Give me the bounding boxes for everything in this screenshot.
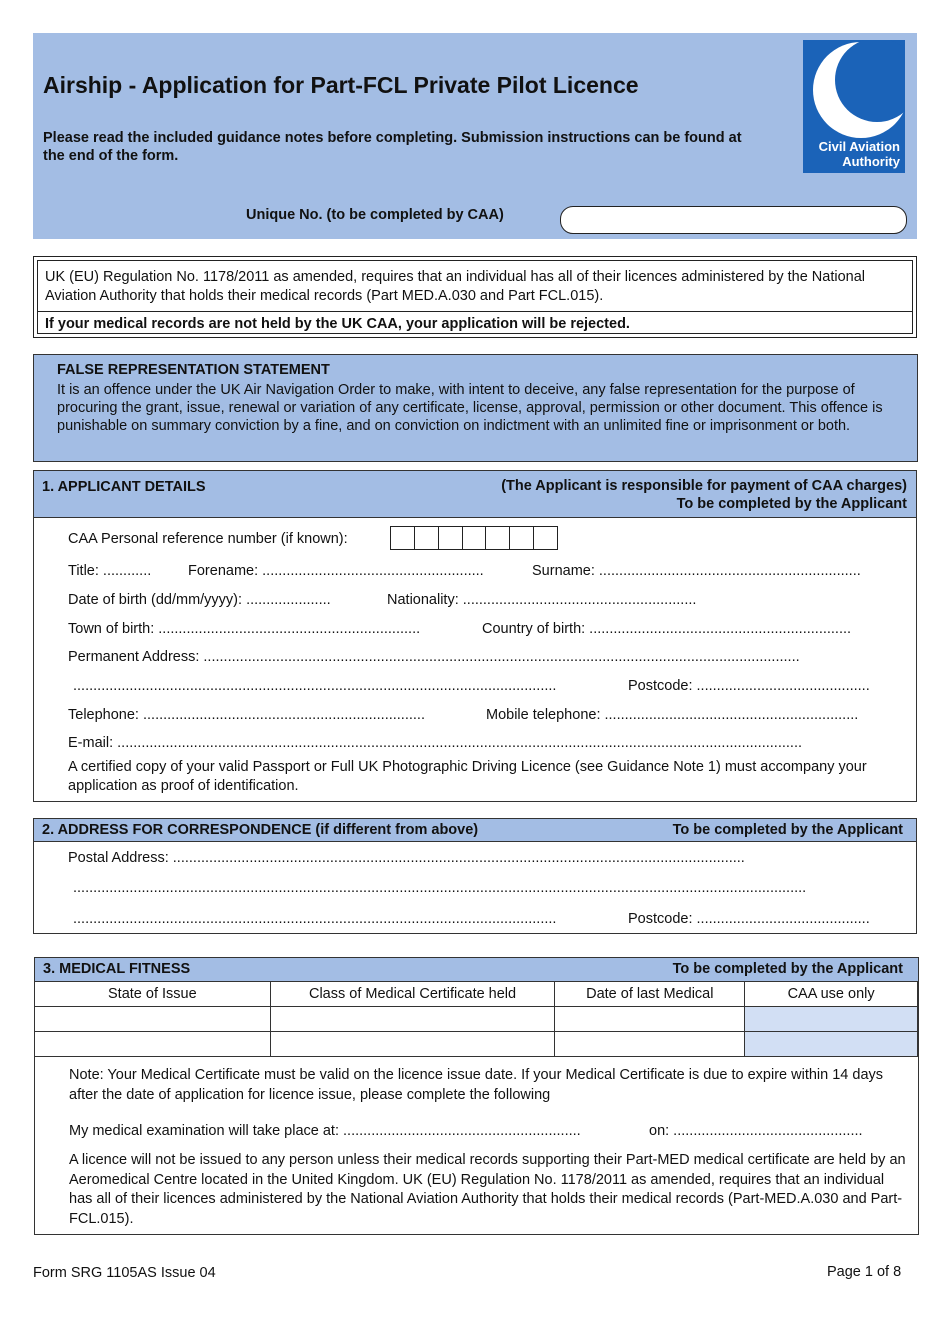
section3-header	[35, 958, 918, 982]
page-number: Page 1 of 8	[827, 1264, 902, 1280]
postal-line2-field[interactable]: ......................................................................................................................................................................................	[73, 880, 807, 896]
regulation-inner	[37, 260, 913, 334]
caa-use-cell	[745, 1007, 918, 1032]
regulation-box	[33, 256, 917, 338]
town-of-birth-field[interactable]: Town of birth: .................................................................	[68, 621, 421, 637]
last-medical-date-cell[interactable]	[555, 1007, 745, 1032]
medical-exam-location-field[interactable]: My medical examination will take place at: ...........................................................	[69, 1123, 581, 1139]
caa-ref-input[interactable]	[390, 526, 558, 550]
logo-text	[819, 139, 900, 169]
section3-heading: 3. MEDICAL FITNESS	[43, 961, 191, 977]
caa-use-cell	[745, 1032, 918, 1057]
state-of-issue-cell[interactable]	[35, 1032, 271, 1057]
medical-exam-date-field[interactable]: on: ...............................................	[649, 1123, 863, 1139]
section2-header	[34, 819, 916, 842]
email-field[interactable]: E-mail: ..........................................................................................................................................................................	[68, 735, 802, 751]
address-line-field[interactable]: ........................................................................................................................	[73, 678, 557, 694]
medical-table	[34, 981, 918, 1057]
postcode-field[interactable]: Postcode: ...........................................	[628, 678, 870, 694]
section2-completed-by: To be completed by the Applicant	[672, 822, 903, 838]
form-number: Form SRG 1105AS Issue 04	[33, 1265, 216, 1281]
ref-cell[interactable]	[510, 527, 534, 549]
false-rep-body: It is an offence under the UK Air Navigation Order to make, with intent to deceive, any false representation for the purpose of procuring the grant, issue, renewal or variation of any certificate, license, approval, permission or other document. This offence is punishable on summary conviction by a fine, and on conviction on indictment with an unlimited fine or imprisonment or both.	[57, 382, 883, 434]
false-representation-box	[33, 354, 918, 462]
state-of-issue-cell[interactable]	[35, 1007, 271, 1032]
section2-heading: 2. ADDRESS FOR CORRESPONDENCE (if different from above)	[42, 822, 479, 838]
page-title: Airship - Application for Part-FCL Private Pilot Licence	[43, 72, 639, 98]
regulation-text: UK (EU) Regulation No. 1178/2011 as amended, requires that an individual has all of their licences administered by the National Aviation Authority that holds their medical records (Part MED.A.030 and Part FCL.015).	[45, 269, 865, 304]
ref-cell[interactable]	[463, 527, 487, 549]
title-field[interactable]: Title: ............	[68, 563, 152, 579]
certificate-class-cell[interactable]	[270, 1032, 555, 1057]
permanent-address-field[interactable]: Permanent Address: ....................................................................................................................................................	[68, 649, 800, 665]
table-row	[35, 1032, 918, 1057]
regulation-warning: If your medical records are not held by the UK CAA, your application will be rejected.	[45, 316, 630, 332]
postal-address-field[interactable]: Postal Address: ..............................................................................................................................................	[68, 850, 745, 866]
licence-medical-note: A licence will not be issued to any person unless their medical records supporting their Part-MED medical certificate are held by an Aeromedical Centre located in the United Kingdom. UK (EU) Regulation No. 1178/2011 as amended, requires that an individual has all of their licences administered by the National Aviation Authority that holds their medical records (Part-MED.A.030 and Part-FCL.015).	[69, 1152, 906, 1227]
medical-note: Note: Your Medical Certificate must be valid on the licence issue date. If your Medical Certificate is due to expire within 14 days after the date of application for licence issue, please complete the following	[69, 1067, 884, 1103]
col-state-of-issue: State of Issue	[35, 982, 271, 1007]
col-caa-use-only: CAA use only	[745, 982, 918, 1007]
country-of-birth-field[interactable]: Country of birth: .................................................................	[482, 621, 852, 637]
section3-completed-by: To be completed by the Applicant	[672, 961, 903, 977]
last-medical-date-cell[interactable]	[555, 1032, 745, 1057]
postal-line3-field[interactable]: ........................................................................................................................	[73, 911, 557, 927]
regulation-divider	[38, 311, 912, 312]
dob-field[interactable]: Date of birth (dd/mm/yyyy): .....................	[68, 592, 331, 608]
col-class-of-certificate: Class of Medical Certificate held	[270, 982, 555, 1007]
forename-field[interactable]: Forename: .......................................................	[188, 563, 484, 579]
section1-completed-by: To be completed by the Applicant	[676, 496, 907, 512]
section1-heading: 1. APPLICANT DETAILS	[42, 479, 206, 495]
false-rep-title: FALSE REPRESENTATION STATEMENT	[57, 362, 330, 378]
section1-header	[34, 471, 916, 518]
certificate-class-cell[interactable]	[270, 1007, 555, 1032]
ref-cell[interactable]	[415, 527, 439, 549]
header-instructions: Please read the included guidance notes before completing. Submission instructions can be found at the end of the form.	[43, 130, 742, 164]
nationality-field[interactable]: Nationality: ..........................................................	[387, 592, 697, 608]
logo-line1: Civil Aviation	[818, 139, 900, 154]
col-date-of-last-medical: Date of last Medical	[555, 982, 745, 1007]
caa-ref-label: CAA Personal reference number (if known):	[68, 531, 348, 547]
ref-cell[interactable]	[486, 527, 510, 549]
logo-line2: Authority	[842, 154, 900, 169]
unique-number-field[interactable]	[560, 206, 907, 234]
telephone-field[interactable]: Telephone: ......................................................................	[68, 707, 425, 723]
ref-cell[interactable]	[439, 527, 463, 549]
id-note: A certified copy of your valid Passport or Full UK Photographic Driving Licence (see Guidance Note 1) must accompany your application as proof of identification.	[68, 759, 867, 794]
caa-logo	[803, 40, 905, 173]
postal-postcode-field[interactable]: Postcode: ...........................................	[628, 911, 870, 927]
mobile-field[interactable]: Mobile telephone: ...............................................................	[486, 707, 859, 723]
ref-cell[interactable]	[534, 527, 557, 549]
unique-number-label: Unique No. (to be completed by CAA)	[246, 207, 504, 223]
medical-table-header	[35, 982, 918, 1007]
ref-cell[interactable]	[391, 527, 415, 549]
section1-payment-note: (The Applicant is responsible for payment of CAA charges)	[501, 478, 907, 494]
table-row	[35, 1007, 918, 1032]
surname-field[interactable]: Surname: .................................................................	[532, 563, 861, 579]
